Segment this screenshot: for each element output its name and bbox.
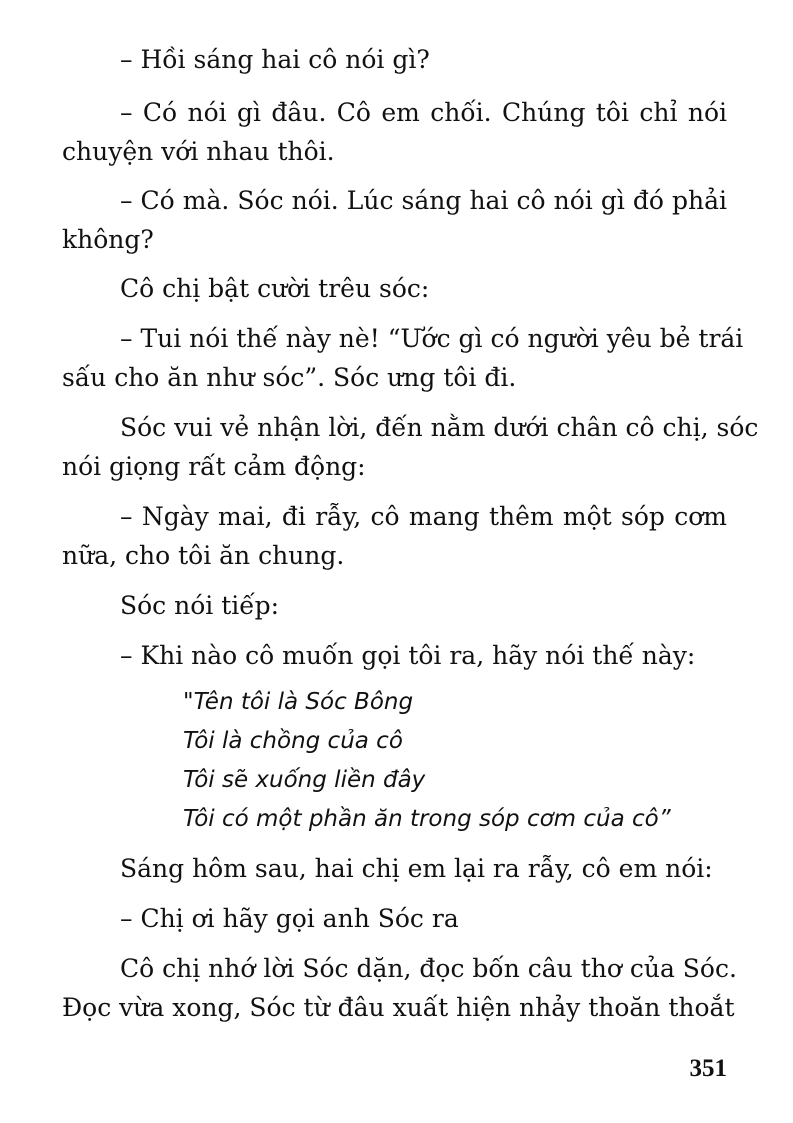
text-line: – Hồi sáng hai cô nói gì?	[120, 45, 430, 74]
text-line: chuyện với nhau thôi.	[62, 137, 335, 166]
page-number: 351	[689, 1055, 727, 1082]
text-line: Sóc vui vẻ nhận lời, đến nằm dưới chân cô chị, sóc	[120, 413, 759, 442]
verse-line: Tôi sẽ xuống liền đây	[183, 767, 426, 793]
text-line: nữa, cho tôi ăn chung.	[62, 541, 345, 570]
text-line: sấu cho ăn như sóc”. Sóc ưng tôi đi.	[62, 363, 517, 392]
text-line: Sáng hôm sau, hai chị em lại ra rẫy, cô em nói:	[120, 854, 713, 883]
text-line: – Có nói gì đâu. Cô em chối. Chúng tôi chỉ nói	[120, 98, 727, 127]
text-line: Cô chị nhớ lời Sóc dặn, đọc bốn câu thơ của Sóc.	[120, 954, 737, 983]
text-line: không?	[62, 225, 154, 254]
text-line: Cô chị bật cười trêu sóc:	[120, 274, 430, 303]
verse-line: Tôi có một phần ăn trong sóp cơm của cô”	[183, 806, 671, 832]
text-line: – Khi nào cô muốn gọi tôi ra, hãy nói thế này:	[120, 641, 696, 670]
text-line: nói giọng rất cảm động:	[62, 452, 366, 481]
verse-line: Tôi là chồng của cô	[183, 728, 403, 754]
verse-line: "Tên tôi là Sóc Bông	[183, 689, 414, 715]
text-line: Đọc vừa xong, Sóc từ đâu xuất hiện nhảy thoăn thoắt	[62, 993, 735, 1022]
text-line: – Có mà. Sóc nói. Lúc sáng hai cô nói gì đó phải	[120, 186, 727, 215]
text-line: – Chị ơi hãy gọi anh Sóc ra	[120, 904, 459, 933]
text-line: – Tui nói thế này nè! “Ước gì có người yêu bẻ trái	[120, 324, 744, 353]
text-line: – Ngày mai, đi rẫy, cô mang thêm một sóp cơm	[120, 502, 727, 531]
text-line: Sóc nói tiếp:	[120, 591, 280, 620]
